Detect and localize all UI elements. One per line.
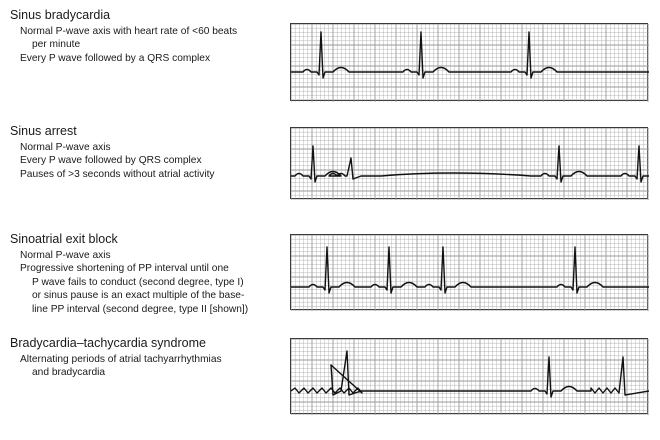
ecg-strip-sinoatrial-exit-block [290,234,648,310]
ecg-strip-sinus-bradycardia [290,23,648,101]
description-line: Normal P-wave axis with heart rate of <60 beats [20,26,238,37]
panel-title: Bradycardia–tachycardia syndrome [10,336,206,350]
ecg-trace-sinoatrial-exit-block [291,235,649,311]
panel-title: Sinus arrest [10,124,77,138]
panel-title: Sinus bradycardia [10,8,111,22]
description-line: Alternating periods of atrial tachyarrhythmias [20,354,222,365]
description-line: Normal P-wave axis [20,142,111,153]
panel-description [20,353,288,380]
description-line: Normal P-wave axis [20,250,111,261]
ecg-strip-bradycardia-tachycardia [290,338,648,414]
description-line: Every P wave followed by QRS complex [20,155,202,167]
description-line: or sinus pause is an exact multiple of the base- [32,290,245,302]
ecg-strip-sinus-arrest [290,127,648,199]
panel-description [20,141,288,181]
description-line: and bradycardia [32,367,106,379]
description-line: Progressive shortening of PP interval until one [20,263,229,275]
description-line: P wave fails to conduct (second degree, type I) [32,276,244,288]
panel-title: Sinoatrial exit block [10,232,118,246]
description-line: line PP interval (second degree, type II [shown]) [32,303,249,315]
panel-description [20,25,288,65]
panel-description [20,249,288,316]
description-line: Every P wave followed by a QRS complex [20,52,211,64]
ecg-trace-bradycardia-tachycardia [291,339,649,415]
ecg-trace-sinus-arrest [291,128,649,200]
description-line: Pauses of >3 seconds without atrial activity [20,168,215,180]
ecg-trace-sinus-bradycardia [291,24,649,102]
description-line: per minute [32,39,81,51]
